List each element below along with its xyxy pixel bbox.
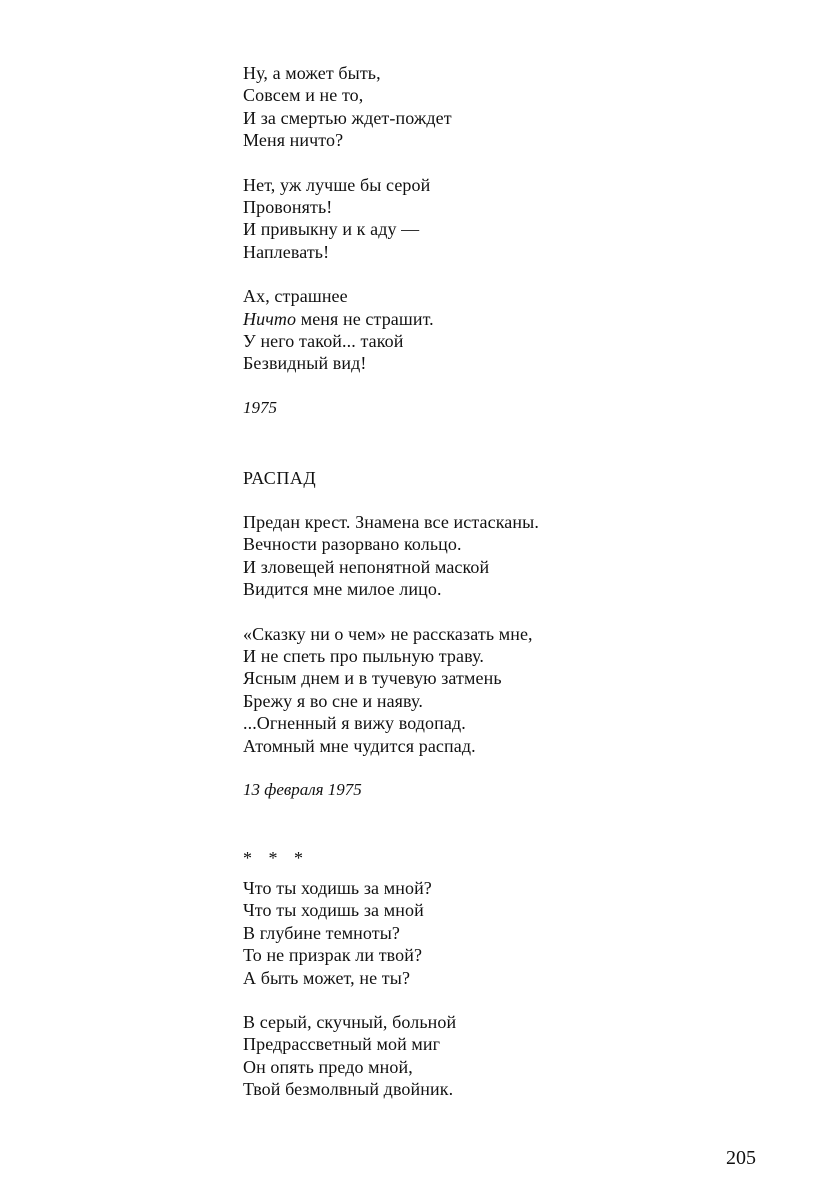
poem-2-stanza-1 bbox=[243, 511, 763, 601]
verse-line: Что ты ходишь за мной bbox=[243, 900, 424, 921]
poem-1-stanza-1 bbox=[243, 62, 763, 152]
verse-line: Атомный мне чудится распад. bbox=[243, 735, 476, 756]
verse-line: Ах, страшнее bbox=[243, 286, 348, 307]
verse-line: Вечности разорвано кольцо. bbox=[243, 534, 462, 555]
text-column bbox=[243, 62, 763, 1101]
verse-line: Безвидный вид! bbox=[243, 353, 367, 374]
verse-line: «Сказку ни о чем» не рассказать мне, bbox=[243, 623, 533, 644]
verse-line: Наплевать! bbox=[243, 241, 330, 262]
verse-line-rest: меня не страшит. bbox=[300, 308, 434, 329]
verse-line: Провонять! bbox=[243, 197, 333, 218]
verse-line: А быть может, не ты? bbox=[243, 967, 411, 988]
verse-line-with-italic bbox=[243, 308, 763, 330]
verse-line: В серый, скучный, больной bbox=[243, 1011, 457, 1032]
poem-3 bbox=[243, 847, 763, 1101]
verse-line: Твой безмолвный двойник. bbox=[243, 1079, 454, 1100]
verse-line: Предрассветный мой миг bbox=[243, 1034, 441, 1055]
poem-1 bbox=[243, 62, 763, 419]
poem-1-date: 1975 bbox=[243, 397, 277, 417]
verse-line: И не спеть про пыльную траву. bbox=[243, 645, 484, 666]
verse-line: Предан крест. Знамена все истасканы. bbox=[243, 511, 539, 532]
verse-line: В глубине темноты? bbox=[243, 922, 401, 943]
verse-line: У него такой... такой bbox=[243, 331, 404, 352]
poem-2-title: РАСПАД bbox=[243, 467, 317, 488]
verse-line: Что ты ходишь за мной? bbox=[243, 877, 432, 898]
poem-1-stanza-2 bbox=[243, 174, 763, 264]
poem-2 bbox=[243, 467, 763, 801]
verse-line: Нет, уж лучше бы серой bbox=[243, 174, 431, 195]
verse-line: ...Огненный я вижу водопад. bbox=[243, 713, 466, 734]
verse-line: Меня ничто? bbox=[243, 130, 344, 151]
poem-1-stanza-3 bbox=[243, 285, 763, 375]
poem-3-stanza-1 bbox=[243, 877, 763, 989]
verse-line: Ясным днем и в тучевую затмень bbox=[243, 668, 502, 689]
verse-line: Ну, а может быть, bbox=[243, 63, 381, 83]
poem-3-asterisks-title: * * * bbox=[243, 847, 309, 868]
poem-3-stanza-2 bbox=[243, 1011, 763, 1101]
verse-line: Видится мне милое лицо. bbox=[243, 579, 442, 600]
poem-2-stanza-2 bbox=[243, 623, 763, 757]
poem-2-date: 13 февраля 1975 bbox=[243, 779, 362, 799]
verse-line: И привыкну и к аду — bbox=[243, 219, 420, 240]
verse-line: Совсем и не то, bbox=[243, 85, 364, 106]
verse-line: Брежу я во сне и наяву. bbox=[243, 690, 423, 711]
italic-word: Ничто bbox=[243, 308, 297, 329]
verse-line: И за смертью ждет-пождет bbox=[243, 107, 452, 128]
page-number: 205 bbox=[726, 1147, 756, 1169]
verse-line: Он опять предо мной, bbox=[243, 1056, 413, 1077]
verse-line: То не призрак ли твой? bbox=[243, 945, 423, 966]
verse-line: И зловещей непонятной маской bbox=[243, 556, 490, 577]
